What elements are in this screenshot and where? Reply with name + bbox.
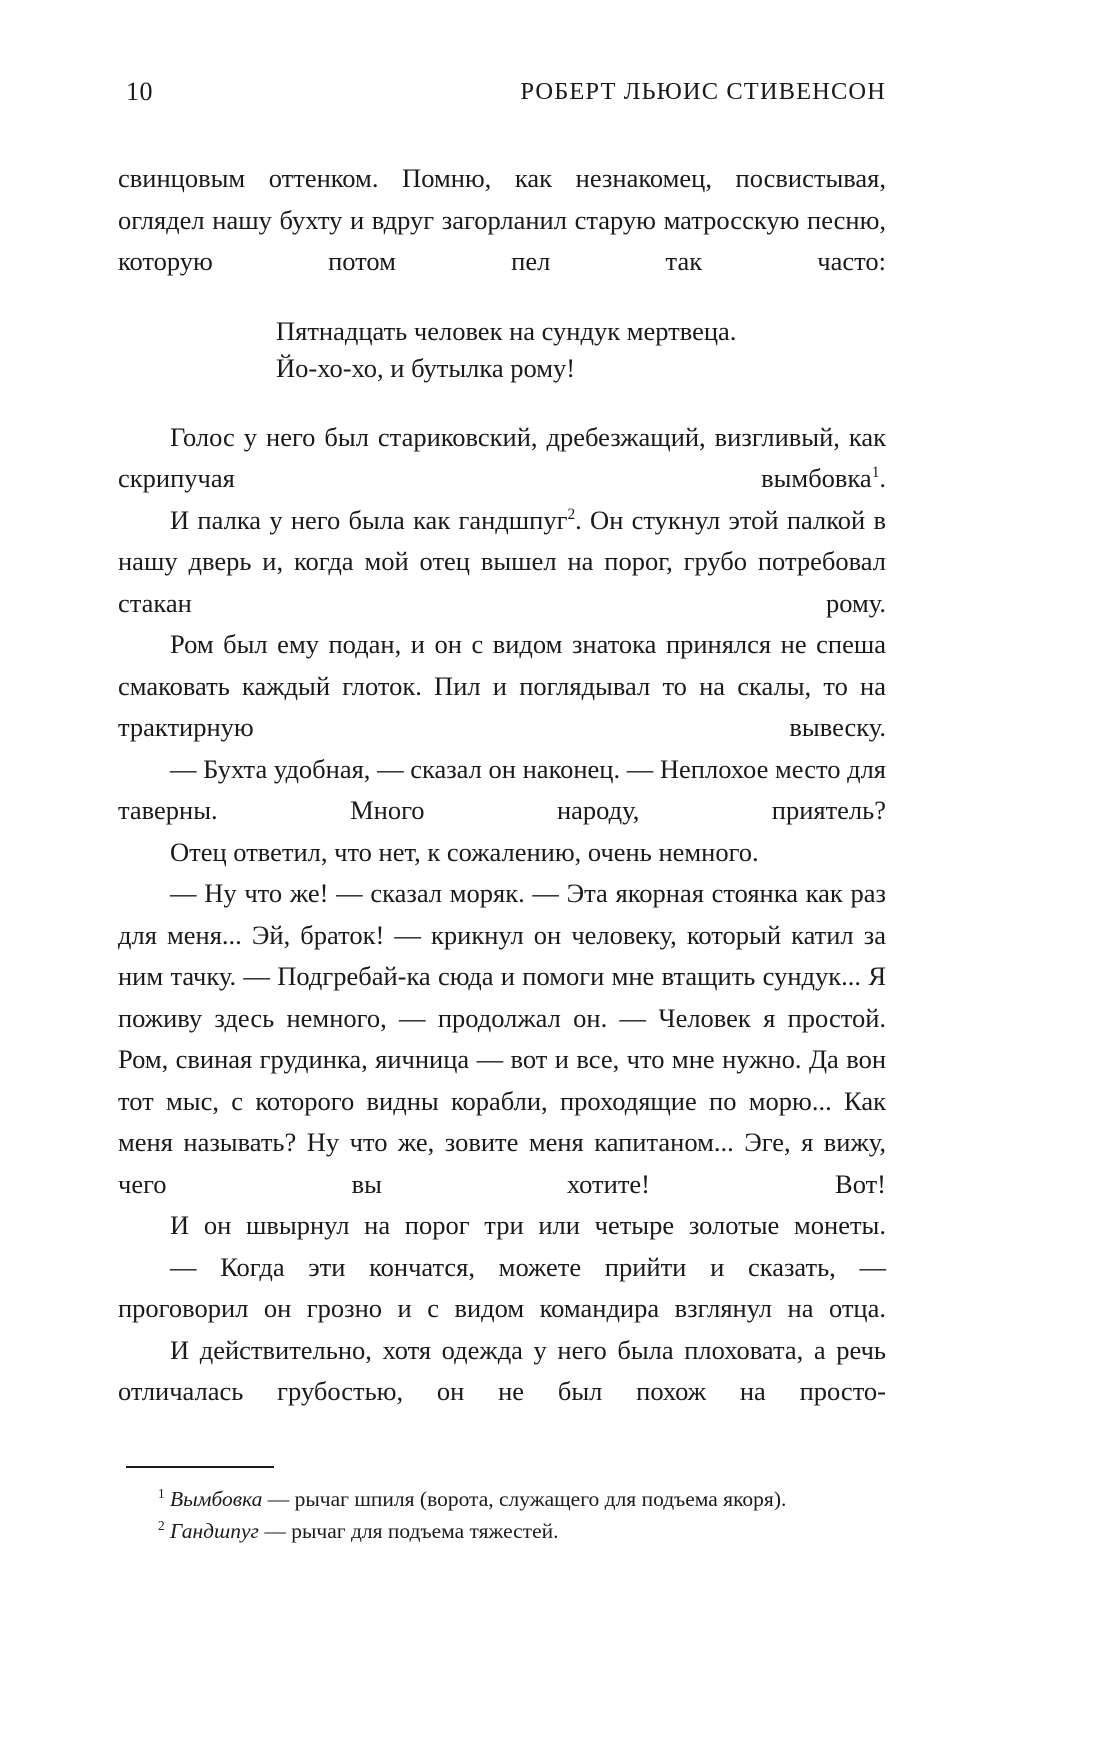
verse-block bbox=[118, 313, 886, 387]
footnotes-section bbox=[118, 1466, 886, 1547]
verse-line: Йо-хо-хо, и бутылка рому! bbox=[276, 352, 576, 383]
running-head bbox=[118, 76, 886, 116]
footnote-marker-1[interactable]: 1 bbox=[871, 464, 880, 482]
paragraph-indeed: И действительно, хотя одежда у него была плоховата, а речь отличалась грубостью, он не был похож на просто- bbox=[118, 1334, 893, 1406]
footnote-marker-2[interactable]: 2 bbox=[567, 505, 576, 523]
paragraph-threw-coins: И он швырнул на порог три или четыре золотые монеты. bbox=[170, 1210, 886, 1240]
verse-line: Пятнадцать человек на сундук мертвеца. bbox=[276, 315, 737, 346]
footnote-number-2: 2 bbox=[158, 1517, 165, 1533]
footnote-1 bbox=[118, 1484, 886, 1516]
footnote-number-1: 1 bbox=[158, 1485, 165, 1501]
paragraph-well-then: — Ну что же! — сказал моряк. — Эта якорная стоянка как раз для меня... Эй, браток! — крикнул он человеку, который катил за ним тачку. — Подгребай-ка сюда и помоги мне втащить сундук... Я поживу здесь немного, — продолжал он. — Человек я простой. Ром, свиная грудинка, яичница — вот и все, что мне нужно. Да вон тот мыс, с которого видны корабли, проходящие по морю... Как меня называть? Ну что же, зовите меня капитаном... Эге, я вижу, чего вы хотите! Вот! bbox=[118, 878, 893, 1199]
footnote-term-1: Вымбовка bbox=[170, 1487, 263, 1511]
footnote-term-2: Гандшпуг bbox=[170, 1518, 259, 1543]
running-head-author: РОБЕРТ ЛЬЮИС СТИВЕНСОН bbox=[520, 78, 886, 105]
paragraph-voice-text: Голос у него был стариковский, дребезжащий, визгливый, как скрипучая вымбовка bbox=[118, 421, 893, 493]
page-content bbox=[118, 0, 893, 1413]
paragraph-voice bbox=[118, 417, 893, 500]
paragraph-bay-convenient: — Бухта удобная, — сказал он наконец. — Неплохое место для таверны. Много народу, приятель? bbox=[118, 753, 893, 825]
paragraph-father-replied: Отец ответил, что нет, к сожалению, очень немного. bbox=[170, 836, 759, 867]
paragraph-stick bbox=[118, 500, 893, 625]
paragraph-rum-served: Ром был ему подан, и он с видом знатока принялся не спеша смаковать каждый глоток. Пил и поглядывал то на скалы, то на трактирную вывеску. bbox=[118, 629, 893, 742]
paragraph-continued-lead: свинцовым оттенком. Помню, как незнакомец, посвистывая, оглядел нашу бухту и вдруг загорланил старую матросскую песню, которую потом пел так часто: bbox=[118, 163, 893, 276]
footnote-separator-rule bbox=[126, 1466, 274, 1468]
footnote-definition-2: — рычаг для подъема тяжестей. bbox=[258, 1518, 559, 1543]
paragraph-stick-tail: . Он стукнул этой палкой в нашу дверь и, когда мой отец вышел на порог, грубо потребовал стакан рому. bbox=[118, 504, 893, 618]
footnote-2 bbox=[118, 1516, 886, 1548]
page-number: 10 bbox=[126, 77, 153, 106]
paragraph-when-these-end: — Когда эти кончатся, можете прийти и сказать, — проговорил он грозно и с видом командира взглянул на отца. bbox=[118, 1251, 893, 1323]
body-text bbox=[118, 158, 893, 1413]
footnote-definition-1: — рычаг шпиля (ворота, служащего для подъема якоря). bbox=[262, 1487, 787, 1511]
paragraph-stick-text: И палка у него была как гандшпуг bbox=[170, 504, 568, 535]
paragraph-voice-tail: . bbox=[879, 463, 886, 493]
